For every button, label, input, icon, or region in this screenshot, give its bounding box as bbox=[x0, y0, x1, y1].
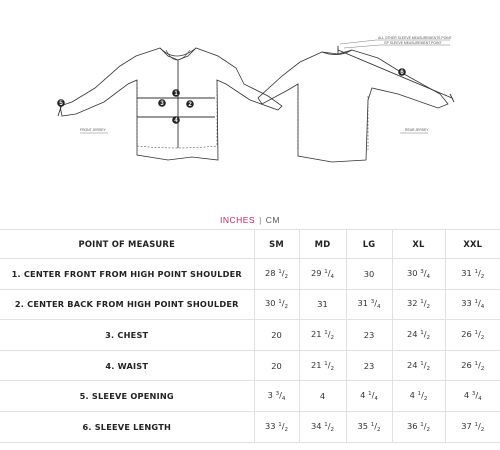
column-header-lg: LG bbox=[346, 230, 392, 259]
unit-toggle bbox=[0, 215, 500, 225]
value-cell-md: 29 $^1/_4$ bbox=[299, 259, 346, 290]
value-cell-md: 34 $^1/_2$ bbox=[299, 411, 346, 442]
table-row bbox=[0, 350, 500, 381]
value-cell-xl: 24 $^1/_2$ bbox=[392, 350, 445, 381]
rear-jersey-illustration bbox=[258, 50, 448, 162]
unit-cm-option[interactable]: CM bbox=[265, 215, 281, 225]
value-cell-lg: 35 $^1/_2$ bbox=[346, 411, 392, 442]
table-body bbox=[0, 259, 500, 443]
value-cell-sm: 28 $^1/_2$ bbox=[254, 259, 299, 290]
value-cell-lg: 31 $^3/_4$ bbox=[346, 289, 392, 320]
unit-inches-option[interactable]: INCHES bbox=[219, 215, 256, 225]
measure-label: 2. CENTER BACK FROM HIGH POINT SHOULDER bbox=[0, 289, 254, 320]
measure-label: 5. SLEEVE OPENING bbox=[0, 381, 254, 412]
jersey-measurement-diagram bbox=[0, 0, 500, 205]
marker-4: 4 bbox=[174, 118, 178, 125]
value-cell-xxl: 4 $^3/_4$ bbox=[445, 381, 500, 412]
value-cell-xl: 36 $^1/_2$ bbox=[392, 411, 445, 442]
value-cell-xl: 24 $^1/_2$ bbox=[392, 320, 445, 351]
table-row bbox=[0, 289, 500, 320]
column-header-xl: XL bbox=[392, 230, 445, 259]
value-cell-xl: 4 $^1/_2$ bbox=[392, 381, 445, 412]
value-cell-md: 21 $^1/_2$ bbox=[299, 350, 346, 381]
callout-all-other-sleeve: ALL OTHER SLEEVE MEASUREMENTS POINT bbox=[378, 36, 452, 40]
value-cell-xxl: 26 $^1/_2$ bbox=[445, 320, 500, 351]
value-cell-lg: 4 $^1/_4$ bbox=[346, 381, 392, 412]
marker-6: 6 bbox=[400, 70, 404, 77]
front-jersey-label: FRONT JERSEY bbox=[80, 128, 106, 132]
table-row bbox=[0, 411, 500, 442]
size-chart-table bbox=[0, 229, 500, 443]
value-cell-lg: 23 bbox=[346, 320, 392, 351]
table-row bbox=[0, 259, 500, 290]
marker-1: 1 bbox=[174, 91, 178, 98]
column-header-xxl: XXL bbox=[445, 230, 500, 259]
column-header-md: MD bbox=[299, 230, 346, 259]
value-cell-xxl: 37 $^1/_2$ bbox=[445, 411, 500, 442]
unit-separator: | bbox=[259, 215, 262, 225]
measure-label: 1. CENTER FRONT FROM HIGH POINT SHOULDER bbox=[0, 259, 254, 290]
rear-jersey-label: REAR JERSEY bbox=[405, 128, 429, 132]
value-cell-xl: 32 $^1/_2$ bbox=[392, 289, 445, 320]
marker-2: 2 bbox=[188, 102, 192, 109]
measure-label: 6. SLEEVE LENGTH bbox=[0, 411, 254, 442]
table-row bbox=[0, 320, 500, 351]
value-cell-xxl: 33 $^1/_4$ bbox=[445, 289, 500, 320]
value-cell-sm: 20 bbox=[254, 320, 299, 351]
value-cell-xxl: 26 $^1/_2$ bbox=[445, 350, 500, 381]
table-header-row bbox=[0, 230, 500, 259]
measure-label: 4. WAIST bbox=[0, 350, 254, 381]
value-cell-sm: 33 $^1/_2$ bbox=[254, 411, 299, 442]
table-row bbox=[0, 381, 500, 412]
marker-5: 5 bbox=[59, 101, 63, 108]
value-cell-md: 31 bbox=[299, 289, 346, 320]
value-cell-md: 21 $^1/_2$ bbox=[299, 320, 346, 351]
measure-label: 3. CHEST bbox=[0, 320, 254, 351]
value-cell-xl: 30 $^3/_4$ bbox=[392, 259, 445, 290]
callout-gp-sleeve: GP SLEEVE MEASUREMENT POINT bbox=[384, 41, 442, 45]
column-header-point-of-measure: POINT OF MEASURE bbox=[0, 230, 254, 259]
value-cell-sm: 3 $^3/_4$ bbox=[254, 381, 299, 412]
value-cell-sm: 20 bbox=[254, 350, 299, 381]
value-cell-lg: 23 bbox=[346, 350, 392, 381]
value-cell-lg: 30 bbox=[346, 259, 392, 290]
marker-3: 3 bbox=[160, 101, 164, 108]
value-cell-xxl: 31 $^1/_2$ bbox=[445, 259, 500, 290]
value-cell-md: 4 bbox=[299, 381, 346, 412]
value-cell-sm: 30 $^1/_2$ bbox=[254, 289, 299, 320]
front-markers bbox=[57, 89, 194, 124]
column-header-sm: SM bbox=[254, 230, 299, 259]
front-jersey-illustration bbox=[60, 48, 282, 160]
